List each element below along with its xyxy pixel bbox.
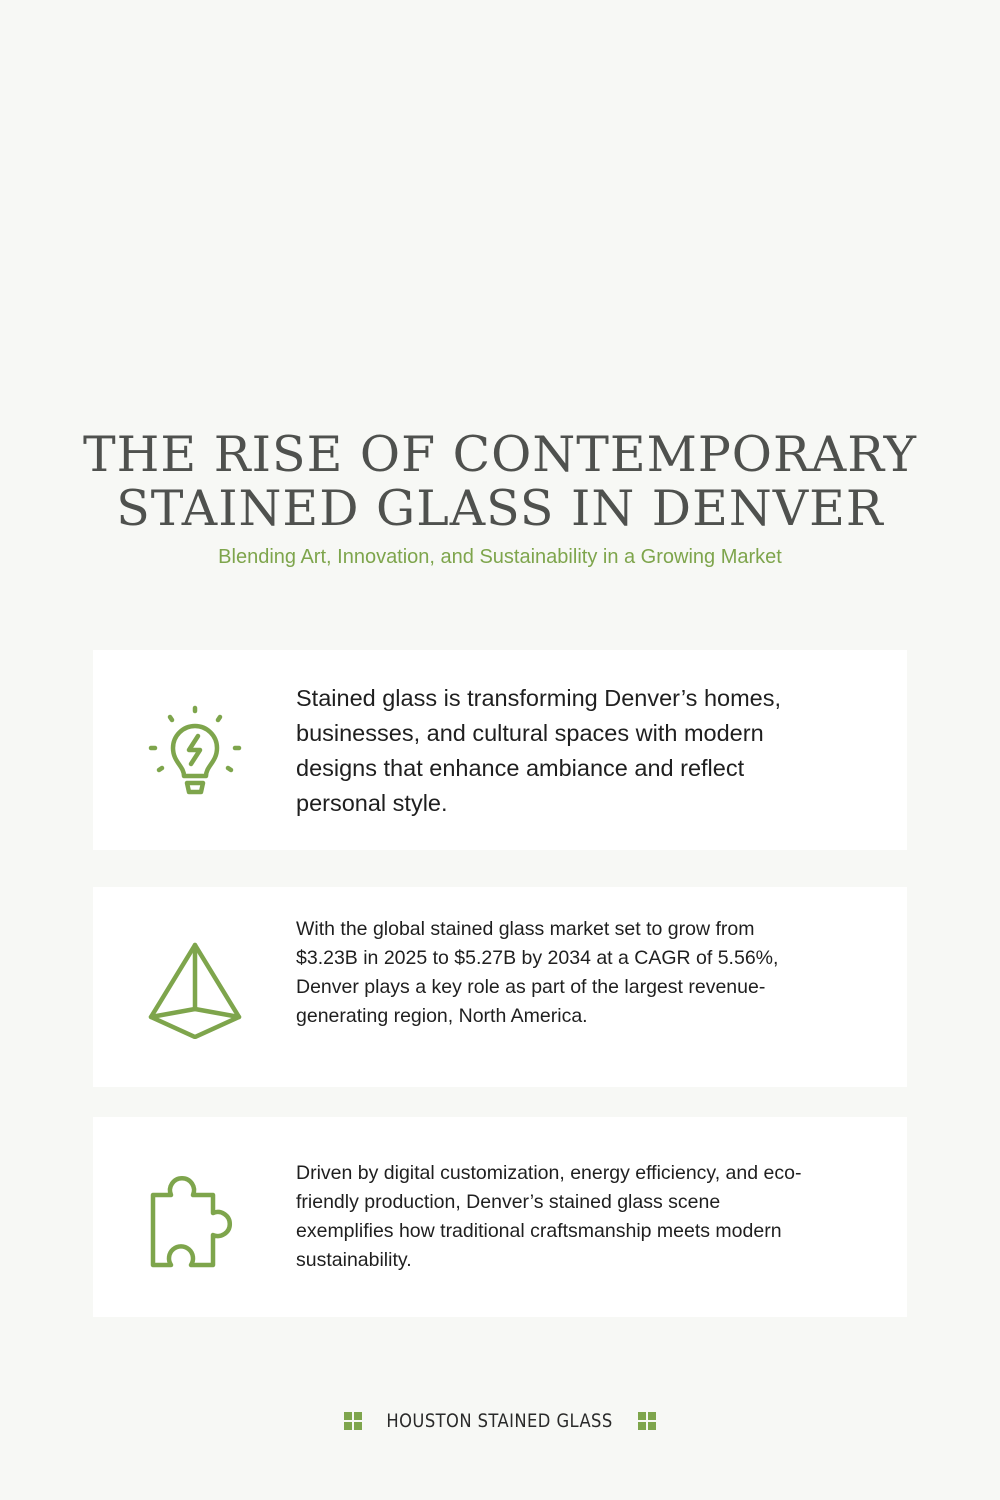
info-card-sustainability xyxy=(93,1117,907,1317)
brand-logo xyxy=(0,1406,1000,1436)
card-text-sustainability: Driven by digital customization, energy efficiency, and eco-friendly production, Denver’s stained glass scene exemplifies how traditional craftsmanship meets modern sustainability. xyxy=(296,1162,802,1271)
logo-squares-left-icon xyxy=(344,1412,362,1430)
title-line-1: THE RISE OF CONTEMPORARY xyxy=(83,426,917,483)
logo-squares-right-icon xyxy=(638,1412,656,1430)
pyramid-icon xyxy=(145,939,245,1039)
puzzle-piece-icon xyxy=(145,1169,245,1269)
lightbulb-icon xyxy=(145,702,245,802)
info-card-market xyxy=(93,887,907,1087)
logo-text: HOUSTON STAINED GLASS xyxy=(386,1410,614,1432)
card-text-design: Stained glass is transforming Denver’s homes, businesses, and cultural spaces with modern designs that enhance ambiance and reflect personal style. xyxy=(296,685,782,816)
page-subtitle: Blending Art, Innovation, and Sustainability in a Growing Market xyxy=(218,546,782,568)
title-line-2: STAINED GLASS IN DENVER xyxy=(116,480,884,537)
info-card-design xyxy=(93,650,907,850)
page-title xyxy=(0,428,1000,536)
card-text-market: With the global stained glass market set to grow from $3.23B in 2025 to $5.27B by 2034 at a CAGR of 5.56%, Denver plays a key role as part of the largest revenue-generating region, North America. xyxy=(296,918,779,1027)
